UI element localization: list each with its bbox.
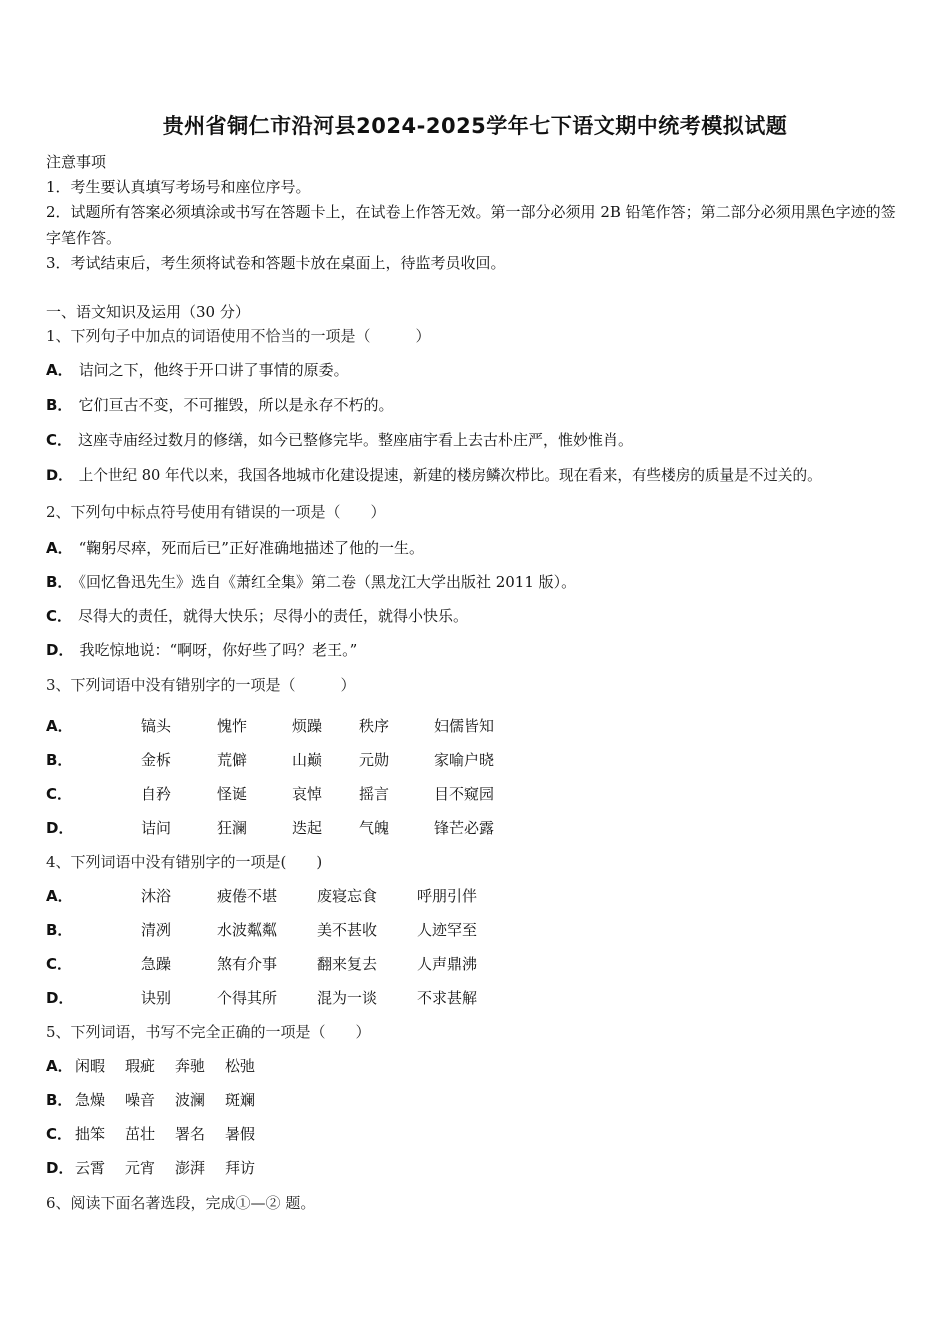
- question-stem: 5、下列词语，书写不完全正确的一项是（ ）: [46, 1023, 371, 1041]
- word: 斑斓: [225, 1091, 256, 1109]
- option-label: D．: [46, 819, 74, 837]
- option-label: B．: [46, 573, 73, 591]
- option-a: [46, 538, 424, 558]
- word: 山巅: [292, 751, 323, 769]
- word: 诘问: [141, 819, 172, 837]
- option-text: 《回忆鲁迅先生》选自《萧红全集》第二卷（黑龙江大学出版社 2011 版）。: [78, 573, 577, 591]
- word: 噪音: [125, 1091, 156, 1109]
- option-label: D．: [46, 989, 74, 1007]
- option-label: C．: [46, 955, 73, 973]
- notice-heading: 注意事项: [46, 153, 107, 171]
- question-stem: 6、阅读下面名著选段，完成①—② 题。: [46, 1194, 316, 1212]
- word: 人迹罕至: [417, 921, 478, 939]
- option-c: [46, 784, 495, 804]
- option-label: A．: [46, 1057, 73, 1075]
- option-label: B．: [46, 921, 73, 939]
- word: 家喻户晓: [434, 751, 495, 769]
- option-c: [46, 954, 478, 974]
- question-stem: 3、下列词语中没有错别字的一项是（ ）: [46, 676, 356, 694]
- word: 暑假: [225, 1125, 256, 1143]
- section-heading: 一、语文知识及运用（30 分）: [46, 303, 250, 321]
- option-text: 上个世纪 80 年代以来，我国各地城市化建设提速，新建的楼房鳞次栉比。现在看来，有些楼房的质量是不过关的。: [78, 467, 822, 484]
- word: 诀别: [141, 989, 172, 1007]
- word: 目不窥园: [434, 785, 495, 803]
- word: 混为一谈: [317, 989, 378, 1007]
- option-b: [46, 1090, 256, 1110]
- word: 妇儒皆知: [434, 717, 495, 735]
- word: 不求甚解: [417, 989, 478, 1007]
- word: 署名: [175, 1125, 206, 1143]
- question-stem: 1、下列句子中加点的词语使用不恰当的一项是（ ）: [46, 327, 431, 345]
- question-stem: 4、下列词语中没有错别字的一项是( ): [46, 853, 323, 871]
- option-text: “鞠躬尽瘁，死而后已”正好准确地描述了他的一生。: [78, 539, 424, 557]
- word: 拜访: [225, 1159, 256, 1177]
- page-title: 贵州省铜仁市沿河县2024-2025学年七下语文期中统考模拟试题: [162, 114, 788, 138]
- notice-item: 2．试题所有答案必须填涂或书写在答题卡上，在试卷上作答无效。第一部分必须用 2B 铅笔作答；第二部分必须用黑色字迹的签字笔作答。: [46, 203, 896, 247]
- option-label: B．: [46, 396, 73, 414]
- word: 沐浴: [141, 887, 172, 905]
- word: 个得其所: [217, 989, 278, 1007]
- option-label: C．: [46, 607, 73, 625]
- option-b: [46, 572, 576, 592]
- word: 翻来复去: [317, 955, 378, 973]
- option-label: D．: [46, 467, 73, 484]
- word: 水波粼粼: [217, 921, 278, 939]
- option-label: C．: [46, 785, 73, 803]
- word: 闲暇: [75, 1057, 106, 1075]
- option-d: [46, 640, 357, 660]
- word: 煞有介事: [217, 955, 278, 973]
- word: 烦躁: [292, 717, 323, 735]
- option-label: C．: [46, 431, 73, 449]
- word: 自矜: [141, 785, 172, 803]
- word: 茁壮: [125, 1125, 156, 1143]
- word: 秩序: [359, 717, 390, 735]
- word: 美不甚收: [317, 921, 378, 939]
- word: 哀悼: [292, 785, 323, 803]
- question-stem: 2、下列句中标点符号使用有错误的一项是（ ）: [46, 503, 386, 521]
- option-text: 这座寺庙经过数月的修缮，如今已整修完毕。整座庙宇看上去古朴庄严，惟妙惟肖。: [78, 431, 634, 449]
- notice-item: 3．考试结束后，考生须将试卷和答题卡放在桌面上，待监考员收回。: [46, 254, 506, 272]
- option-label: A．: [46, 887, 73, 905]
- word: 瑕疵: [125, 1057, 156, 1075]
- option-text: 它们亘古不变，不可摧毁，所以是永存不朽的。: [78, 396, 394, 414]
- word: 波澜: [175, 1091, 206, 1109]
- word: 人声鼎沸: [417, 955, 478, 973]
- option-c: [46, 430, 633, 450]
- word: 废寝忘食: [317, 887, 378, 905]
- option-a: [46, 360, 349, 380]
- option-d: [46, 466, 822, 486]
- word: 金柝: [141, 751, 172, 769]
- option-label: A．: [46, 539, 73, 557]
- option-label: B．: [46, 1091, 73, 1109]
- option-c: [46, 606, 468, 626]
- option-label: A．: [46, 361, 73, 379]
- word: 急燥: [75, 1091, 106, 1109]
- word: 急躁: [141, 955, 172, 973]
- option-b: [46, 395, 393, 415]
- option-text: 诘问之下，他终于开口讲了事情的原委。: [78, 361, 349, 379]
- option-b: [46, 750, 495, 770]
- word: 清冽: [141, 921, 172, 939]
- option-label: A．: [46, 717, 73, 735]
- option-a: [46, 1056, 256, 1076]
- word: 怪诞: [217, 785, 248, 803]
- option-d: [46, 1158, 256, 1178]
- word: 拙笨: [75, 1125, 106, 1143]
- notice-item: 1．考生要认真填写考场号和座位序号。: [46, 178, 311, 196]
- option-text: 我吃惊地说：“啊呀，你好些了吗？老王。”: [79, 641, 358, 659]
- word: 锋芒必露: [434, 819, 495, 837]
- option-text: 尽得大的责任，就得大快乐；尽得小的责任，就得小快乐。: [78, 607, 469, 625]
- option-label: D．: [46, 641, 74, 659]
- option-label: D．: [46, 1159, 74, 1177]
- option-d: [46, 818, 495, 838]
- word: 愧怍: [217, 717, 248, 735]
- word: 荒僻: [217, 751, 248, 769]
- word: 气魄: [359, 819, 390, 837]
- word: 元勋: [359, 751, 390, 769]
- word: 镐头: [141, 717, 172, 735]
- word: 元宵: [125, 1159, 156, 1177]
- option-c: [46, 1124, 256, 1144]
- word: 迭起: [292, 819, 323, 837]
- word: 澎湃: [175, 1159, 206, 1177]
- word: 疲倦不堪: [217, 887, 278, 905]
- option-a: [46, 716, 495, 736]
- word: 呼朋引伴: [417, 887, 478, 905]
- word: 摇言: [359, 785, 390, 803]
- word: 奔驰: [175, 1057, 206, 1075]
- option-b: [46, 920, 478, 940]
- option-label: B．: [46, 751, 73, 769]
- word: 松弛: [225, 1057, 256, 1075]
- option-label: C．: [46, 1125, 73, 1143]
- option-d: [46, 988, 478, 1008]
- option-a: [46, 886, 478, 906]
- word: 狂澜: [217, 819, 248, 837]
- word: 云霄: [75, 1159, 106, 1177]
